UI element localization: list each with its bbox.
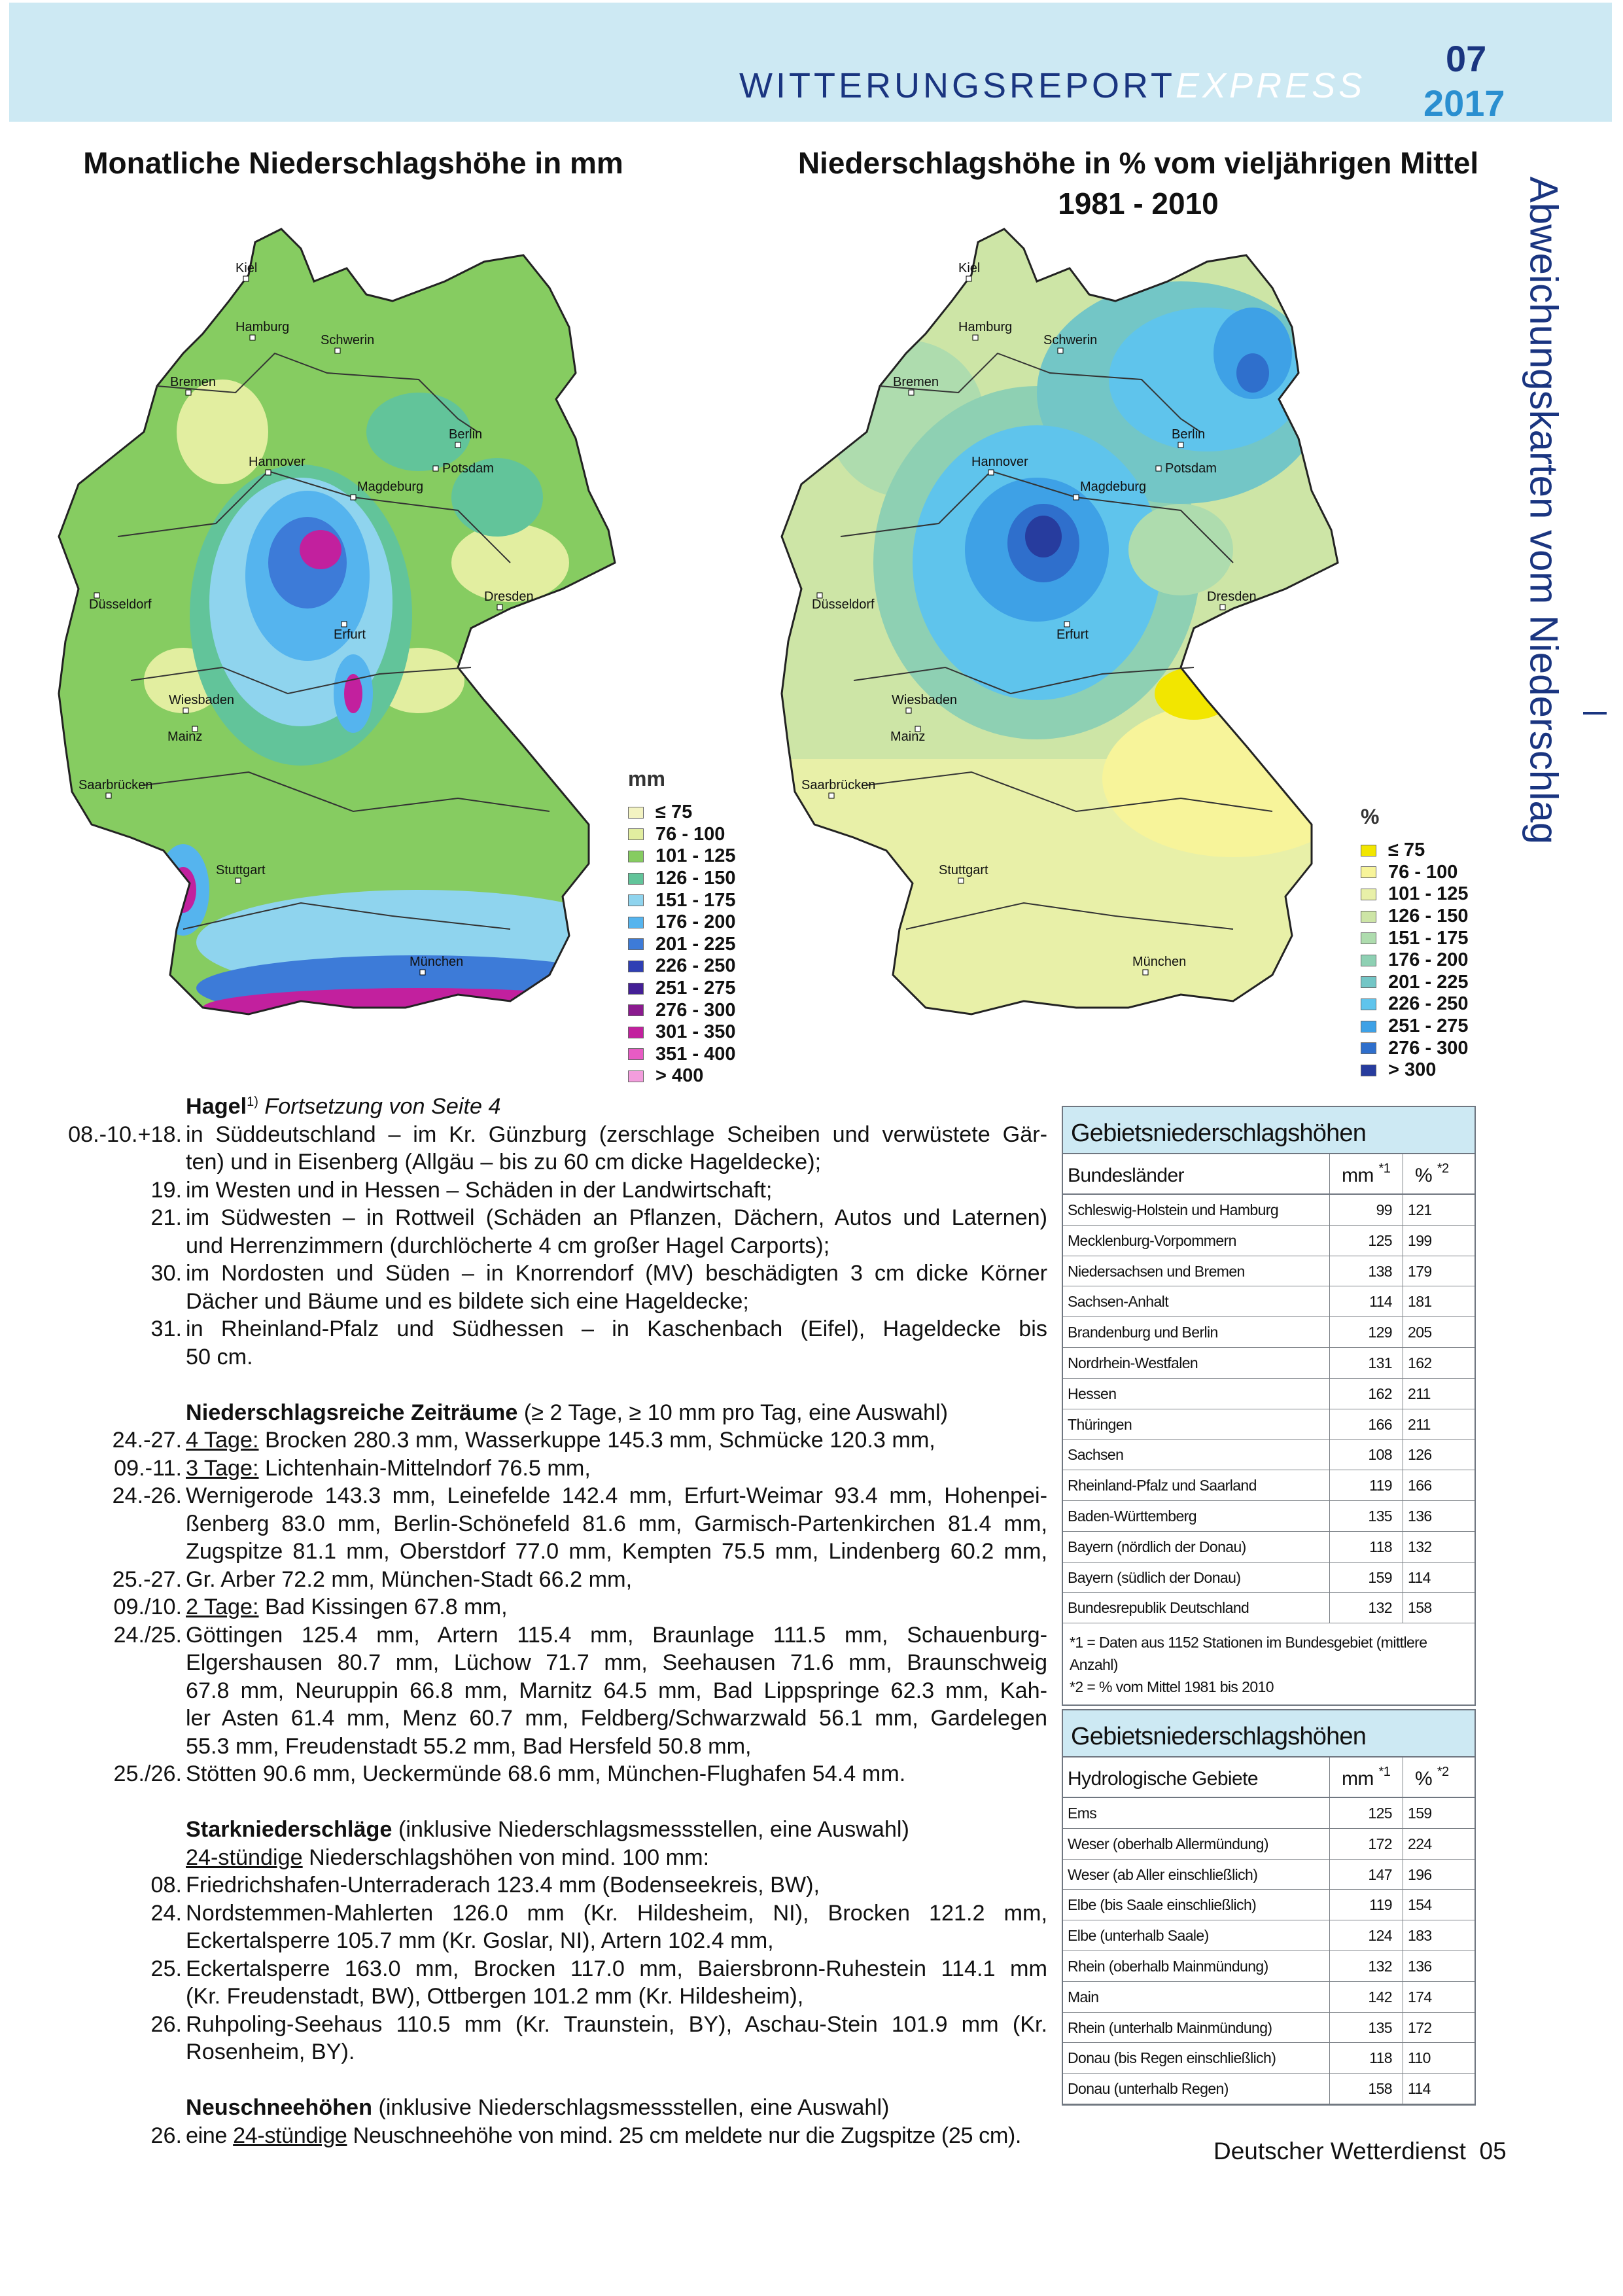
- table-row: [1063, 1563, 1475, 1593]
- text-line: Neuschneehöhen (inklusive Niederschlagsmessstellen, eine Auswahl): [186, 2095, 890, 2120]
- table-states-footnote: [1063, 1623, 1475, 1704]
- cell-area: Bundesrepublik Deutschland: [1063, 1593, 1330, 1623]
- text-line: 21. im Südwesten – in Rottweil (Schäden an Pflanzen, Dächern, Autos und Laternen): [56, 1204, 1047, 1232]
- table-row: [1063, 1593, 1475, 1623]
- section-hagel-title: Hagel: [186, 1094, 247, 1119]
- cell-mm: 158: [1330, 2074, 1403, 2104]
- cell-mm: 125: [1330, 1798, 1403, 1828]
- text-line: Hagel$^{1)}$ Fortsetzung von Seite 4: [186, 1094, 501, 1119]
- left-legend-row: [628, 868, 736, 890]
- cell-area: Brandenburg und Berlin: [1063, 1317, 1330, 1347]
- svg-text:Düsseldorf: Düsseldorf: [89, 597, 152, 612]
- cell-mm: 108: [1330, 1439, 1403, 1470]
- map-right-title-line1: Niederschlagshöhe in % vom vieljährigen Mittel: [797, 146, 1479, 180]
- text-line: 50 cm.: [186, 1344, 253, 1369]
- cell-mm: 132: [1330, 1593, 1403, 1623]
- cell-percent: 179: [1408, 1262, 1432, 1280]
- entry-date: 08.: [150, 1873, 182, 1898]
- cell-percent: 174: [1408, 1988, 1432, 2005]
- entry-date: 25.: [150, 1956, 182, 1981]
- text-line: Niederschlagsreiche Zeiträume (≥ 2 Tage, ≥ 10 mm pro Tag, eine Auswahl): [186, 1400, 949, 1425]
- legend-mm: [628, 767, 736, 1087]
- table-row: [1063, 1226, 1475, 1256]
- right-legend-row: [1361, 1037, 1469, 1059]
- cell-mm: 138: [1330, 1256, 1403, 1286]
- cell-percent: 154: [1408, 1896, 1432, 1914]
- cell-area: Niedersachsen und Bremen: [1063, 1256, 1330, 1286]
- map-precipitation-mm: [52, 222, 680, 1086]
- right-legend-row: [1361, 972, 1469, 994]
- legend-label: 101 - 125: [655, 845, 736, 867]
- legend-swatch: [628, 961, 644, 972]
- legend-swatch: [1361, 998, 1376, 1010]
- text-line: (Kr. Freudenstadt, BW), Ottbergen 101.2 mm (Kr. Hildesheim),: [186, 1984, 804, 2009]
- legend-label: 276 - 300: [655, 999, 736, 1021]
- cell-area: Rhein (unterhalb Mainmündung): [1063, 2013, 1330, 2043]
- legend-swatch: [628, 1004, 644, 1016]
- cell-percent: 121: [1408, 1201, 1432, 1218]
- cell-percent: 196: [1408, 1865, 1432, 1883]
- cell-mm: 114: [1330, 1286, 1403, 1316]
- table-states: [1062, 1106, 1476, 1706]
- cell-area: Sachsen-Anhalt: [1063, 1286, 1330, 1316]
- footer-publisher: Deutscher Wetterdienst: [1213, 2138, 1466, 2164]
- table-states-title: Gebietsniederschlagshöhen: [1063, 1107, 1475, 1154]
- footnote-2: *2 = % vom Mittel 1981 bis 2010: [1070, 1678, 1274, 1696]
- cell-percent: 110: [1408, 2049, 1431, 2067]
- cell-area: Weser (oberhalb Allermündung): [1063, 1829, 1330, 1859]
- text-line: 31. in Rheinland-Pfalz und Südhessen – in Kaschenbach (Eifel), Hageldecke bis: [56, 1315, 1047, 1343]
- legend-label: > 300: [1388, 1059, 1437, 1081]
- legend-label: 176 - 200: [1388, 949, 1469, 971]
- legend-swatch: [628, 894, 644, 906]
- text-line: 24-stündige Niederschlagshöhen von mind. 100 mm:: [186, 1845, 710, 1870]
- table-hydro: [1062, 1709, 1476, 2106]
- cell-mm: 135: [1330, 1501, 1403, 1531]
- cell-mm: 166: [1330, 1409, 1403, 1439]
- table-row: [1063, 1982, 1475, 2013]
- svg-text:Magdeburg: Magdeburg: [1080, 480, 1147, 494]
- legend-label: 301 - 350: [655, 1021, 736, 1043]
- text-line: 26. Ruhpoling-Seehaus 110.5 mm (Kr. Traunstein, BY), Aschau-Stein 101.9 mm (Kr.: [56, 2011, 1047, 2039]
- legend-percent: [1361, 805, 1469, 1082]
- cell-area: Donau (bis Regen einschließlich): [1063, 2043, 1330, 2073]
- legend-swatch: [1361, 976, 1376, 988]
- cell-percent: 166: [1408, 1477, 1432, 1494]
- text-column: [56, 1093, 1047, 2149]
- cell-mm: 124: [1330, 1920, 1403, 1951]
- legend-swatch: [1361, 932, 1376, 944]
- right-legend-row: [1361, 839, 1469, 862]
- entry-date: 24.-26.: [112, 1483, 182, 1508]
- entry-date: 21.: [150, 1205, 182, 1230]
- svg-text:Schwerin: Schwerin: [321, 333, 375, 347]
- report-title: [739, 65, 1365, 106]
- col-mm-header: mm $^{*1}$: [1330, 1154, 1403, 1193]
- cell-percent: 211: [1408, 1415, 1431, 1433]
- text-line: 30. im Nordosten und Süden – in Knorrendorf (MV) beschädigten 3 cm dicke Körner: [56, 1260, 1047, 1288]
- map-left-title: Monatliche Niederschlagshöhe in mm: [83, 146, 623, 180]
- cell-mm: 118: [1330, 1532, 1403, 1562]
- svg-text:Berlin: Berlin: [1172, 427, 1206, 442]
- text-line: 25./26. Stötten 90.6 mm, Ueckermünde 68.6 mm, München-Flughafen 54.4 mm.: [56, 1760, 1047, 1788]
- cell-area: Bayern (südlich der Donau): [1063, 1563, 1330, 1593]
- svg-text:Erfurt: Erfurt: [334, 627, 366, 642]
- cell-percent: 183: [1408, 1927, 1432, 1945]
- legend-label: 76 - 100: [655, 823, 725, 845]
- right-legend-row: [1361, 883, 1469, 906]
- legend-swatch: [628, 828, 644, 840]
- cell-percent: 172: [1408, 2019, 1432, 2036]
- left-legend-row: [628, 911, 736, 934]
- cell-area: Elbe (bis Saale einschließlich): [1063, 1890, 1330, 1920]
- left-legend-row: [628, 824, 736, 846]
- cell-percent: 132: [1408, 1538, 1432, 1555]
- legend-swatch: [628, 807, 644, 819]
- left-legend-row: [628, 889, 736, 911]
- legend-label: 126 - 150: [1388, 906, 1469, 927]
- text-line: ßenberg 83.0 mm, Berlin-Schönefeld 81.6 mm, Garmisch-Partenkirchen 81.4 mm,: [186, 1511, 1047, 1536]
- cell-percent: 211: [1408, 1385, 1431, 1402]
- text-line: ler Asten 61.4 mm, Menz 60.7 mm, Feldberg/Schwarzwald 56.1 mm, Gardelegen: [186, 1706, 1047, 1731]
- col-mm-header: mm $^{*1}$: [1330, 1757, 1403, 1797]
- cell-area: Elbe (unterhalb Saale): [1063, 1920, 1330, 1951]
- footnote-1: *1 = Daten aus 1152 Stationen im Bundesgebiet (mittlere Anzahl): [1070, 1634, 1427, 1674]
- legend-percent-unit: %: [1361, 805, 1380, 828]
- right-legend-row: [1361, 927, 1469, 949]
- cell-percent: 162: [1408, 1354, 1432, 1371]
- table-row: [1063, 1532, 1475, 1563]
- report-title-express: EXPRESS: [1176, 66, 1366, 105]
- text-line: 24. Nordstemmen-Mahlerten 126.0 mm (Kr. Hildesheim, NI), Brocken 121.2 mm,: [56, 1899, 1047, 1928]
- issue-month: 07: [1446, 38, 1487, 79]
- left-legend-row: [628, 1065, 736, 1087]
- entry-date: 19.: [150, 1177, 182, 1203]
- entry-date: 24.: [150, 1900, 182, 1926]
- entry-date: 26.: [150, 2011, 182, 2037]
- cell-area: Weser (ab Aller einschließlich): [1063, 1860, 1330, 1890]
- text-line: 24.-26. Wernigerode 143.3 mm, Leinefelde 142.4 mm, Erfurt-Weimar 93.4 mm, Hohenpei-: [56, 1482, 1047, 1510]
- entry-date: 09./10.: [113, 1595, 182, 1619]
- table-row: [1063, 1798, 1475, 1829]
- legend-swatch: [628, 1048, 644, 1060]
- entry-date: 24./25.: [113, 1622, 182, 1648]
- cell-percent: 158: [1408, 1599, 1432, 1617]
- cell-percent: 224: [1408, 1835, 1432, 1852]
- svg-text:Kiel: Kiel: [236, 261, 258, 275]
- table-hydro-title: Gebietsniederschlagshöhen: [1063, 1710, 1475, 1757]
- left-legend-row: [628, 802, 736, 824]
- table-row: [1063, 2043, 1475, 2074]
- col-name-header: Hydrologische Gebiete: [1063, 1757, 1330, 1797]
- legend-swatch: [628, 1070, 644, 1082]
- table-row: [1063, 2074, 1475, 2104]
- cell-mm: 131: [1330, 1348, 1403, 1378]
- legend-swatch: [628, 983, 644, 995]
- cell-area: Sachsen: [1063, 1439, 1330, 1470]
- svg-text:Hannover: Hannover: [249, 455, 305, 469]
- cell-percent: 136: [1408, 1957, 1432, 1975]
- cell-area: Rhein (oberhalb Mainmündung): [1063, 1951, 1330, 1981]
- legend-label: 176 - 200: [655, 911, 736, 933]
- legend-label: > 400: [655, 1065, 704, 1087]
- svg-text:Saarbrücken: Saarbrücken: [79, 778, 153, 792]
- table-row: [1063, 1829, 1475, 1860]
- table-row: [1063, 1317, 1475, 1348]
- issue-year: 2017: [1423, 82, 1505, 124]
- cell-area: Mecklenburg-Vorpommern: [1063, 1226, 1330, 1256]
- side-title-text: Abweichungskarten vom Niederschlag: [1522, 176, 1566, 845]
- cell-mm: 132: [1330, 1951, 1403, 1981]
- svg-text:Dresden: Dresden: [484, 590, 534, 604]
- svg-text:Potsdam: Potsdam: [442, 461, 494, 476]
- legend-label: 151 - 175: [655, 889, 736, 911]
- cell-mm: 119: [1330, 1470, 1403, 1500]
- right-legend-row: [1361, 949, 1469, 972]
- right-legend-row: [1361, 1016, 1469, 1038]
- cell-area: Hessen: [1063, 1379, 1330, 1409]
- legend-label: 226 - 250: [1388, 993, 1469, 1015]
- table-row: [1063, 1195, 1475, 1226]
- text-line: Elgershausen 80.7 mm, Lüchow 71.7 mm, Seehausen 71.6 mm, Braunschweig: [186, 1650, 1047, 1675]
- page-footer: [1213, 2138, 1507, 2165]
- entry-date: 26.: [150, 2123, 182, 2148]
- left-legend-row: [628, 999, 736, 1021]
- cell-area: Baden-Württemberg: [1063, 1501, 1330, 1531]
- table-row: [1063, 1348, 1475, 1379]
- right-legend-row: [1361, 906, 1469, 928]
- entry-date: 25./26.: [113, 1761, 182, 1786]
- right-legend-row: [1361, 993, 1469, 1016]
- legend-label: 276 - 300: [1388, 1037, 1469, 1059]
- table-states-header: [1063, 1154, 1475, 1195]
- cell-area: Main: [1063, 1982, 1330, 2012]
- svg-text:Stuttgart: Stuttgart: [939, 863, 988, 877]
- cell-area: Donau (unterhalb Regen): [1063, 2074, 1330, 2104]
- legend-swatch: [1361, 1021, 1376, 1033]
- svg-text:Mainz: Mainz: [890, 730, 926, 744]
- cell-percent: 205: [1408, 1324, 1432, 1341]
- svg-text:Magdeburg: Magdeburg: [357, 480, 424, 494]
- report-title-main: WITTERUNGSREPORT: [739, 66, 1176, 105]
- text-line: 19. im Westen und in Hessen – Schäden in der Landwirtschaft;: [56, 1176, 1047, 1205]
- legend-swatch: [1361, 845, 1376, 857]
- table-row: [1063, 1439, 1475, 1470]
- text-line: 25. Eckertalsperre 163.0 mm, Brocken 117.0 mm, Baiersbronn-Ruhestein 114.1 mm: [56, 1955, 1047, 1983]
- legend-label: ≤ 75: [1388, 839, 1425, 861]
- legend-label: 226 - 250: [655, 955, 736, 977]
- svg-text:Mainz: Mainz: [167, 730, 203, 744]
- legend-swatch: [628, 938, 644, 950]
- left-legend-row: [628, 1021, 736, 1044]
- svg-text:Hamburg: Hamburg: [236, 320, 290, 334]
- legend-label: 251 - 275: [655, 978, 736, 999]
- text-line: 25.-27. Gr. Arber 72.2 mm, München-Stadt 66.2 mm,: [56, 1566, 1047, 1594]
- legend-swatch: [628, 851, 644, 862]
- cell-area: Thüringen: [1063, 1409, 1330, 1439]
- legend-label: 201 - 225: [1388, 971, 1469, 993]
- legend-swatch: [628, 873, 644, 885]
- cell-mm: 118: [1330, 2043, 1403, 2073]
- side-accent-line: [1583, 712, 1607, 715]
- col-pct-header: % $^{*2}$: [1415, 1161, 1449, 1186]
- cell-percent: 136: [1408, 1507, 1432, 1525]
- cell-mm: 147: [1330, 1860, 1403, 1890]
- right-legend-row: [1361, 862, 1469, 884]
- legend-swatch: [1361, 1042, 1376, 1054]
- text-line: 24.-27. 4 Tage: Brocken 280.3 mm, Wasserkuppe 145.3 mm, Schmücke 120.3 mm,: [56, 1426, 1047, 1455]
- col-pct-header: % $^{*2}$: [1415, 1765, 1449, 1790]
- legend-swatch: [1361, 1065, 1376, 1076]
- city-marker: [890, 726, 925, 744]
- right-legend-row: [1361, 1059, 1469, 1082]
- svg-text:Bremen: Bremen: [170, 375, 217, 389]
- table-row: [1063, 1286, 1475, 1317]
- cell-mm: 125: [1330, 1226, 1403, 1256]
- svg-text:Hannover: Hannover: [971, 455, 1028, 469]
- cell-mm: 159: [1330, 1563, 1403, 1593]
- text-line: Zugspitze 81.1 mm, Oberstdorf 77.0 mm, Kempten 75.5 mm, Lindenberg 60.2 mm,: [186, 1539, 1047, 1564]
- table-row: [1063, 1256, 1475, 1287]
- text-line: Starkniederschläge (inklusive Niederschlagsmessstellen, eine Auswahl): [186, 1817, 909, 1842]
- legend-swatch: [628, 917, 644, 928]
- svg-text:Berlin: Berlin: [449, 427, 483, 442]
- text-line: 09./10. 2 Tage: Bad Kissingen 67.8 mm,: [56, 1593, 1047, 1621]
- table-row: [1063, 1920, 1475, 1951]
- legend-swatch: [1361, 866, 1376, 878]
- map-right-title-line2: 1981 - 2010: [1058, 186, 1219, 221]
- entry-date: 08.-10.+18.: [68, 1122, 182, 1147]
- svg-text:Hamburg: Hamburg: [958, 320, 1013, 334]
- entry-date: 30.: [150, 1261, 182, 1286]
- cell-area: Rheinland-Pfalz und Saarland: [1063, 1470, 1330, 1500]
- cell-area: Ems: [1063, 1798, 1330, 1828]
- cell-percent: 126: [1408, 1446, 1432, 1464]
- section-neuschnee-title: Neuschneehöhen: [186, 2095, 372, 2120]
- left-legend-row: [628, 1044, 736, 1066]
- table-row: [1063, 2013, 1475, 2043]
- legend-label: 101 - 125: [1388, 883, 1469, 905]
- city-marker: [1156, 461, 1217, 476]
- cell-percent: 114: [1408, 1568, 1431, 1586]
- cell-mm: 99: [1330, 1195, 1403, 1225]
- text-line: 24./25. Göttingen 125.4 mm, Artern 115.4 mm, Braunlage 111.5 mm, Schauenburg-: [56, 1621, 1047, 1650]
- city-marker: [433, 461, 494, 476]
- table-row: [1063, 1860, 1475, 1890]
- table-hydro-header: [1063, 1757, 1475, 1798]
- table-row: [1063, 1951, 1475, 1982]
- legend-label: 351 - 400: [655, 1043, 736, 1065]
- side-title: [1508, 176, 1580, 845]
- svg-text:München: München: [410, 955, 464, 969]
- cell-percent: 199: [1408, 1231, 1432, 1249]
- text-line: 08.-10.+18. in Süddeutschland – im Kr. Günzburg (zerschlage Scheiben und verwüstete Gär-: [56, 1121, 1047, 1149]
- cell-area: Bayern (nördlich der Donau): [1063, 1532, 1330, 1562]
- cell-mm: 172: [1330, 1829, 1403, 1859]
- svg-text:Stuttgart: Stuttgart: [216, 863, 266, 877]
- section-stark-title: Starkniederschläge: [186, 1817, 393, 1842]
- cell-mm: 135: [1330, 2013, 1403, 2043]
- text-line: ten) und in Eisenberg (Allgäu – bis zu 60 cm dicke Hageldecke);: [186, 1150, 822, 1174]
- legend-label: ≤ 75: [655, 802, 693, 823]
- page-number: 05: [1479, 2138, 1507, 2164]
- cell-percent: 181: [1408, 1293, 1432, 1311]
- legend-swatch: [1361, 955, 1376, 966]
- text-line: Dächer und Bäume und es bildete sich eine Hageldecke;: [186, 1288, 749, 1314]
- text-line: 55.3 mm, Freudenstadt 55.2 mm, Bad Hersfeld 50.8 mm,: [186, 1733, 752, 1759]
- legend-label: 151 - 175: [1388, 927, 1469, 949]
- table-row: [1063, 1470, 1475, 1501]
- cell-area: Schleswig-Holstein und Hamburg: [1063, 1195, 1330, 1225]
- section-zeitraeume-title: Niederschlagsreiche Zeiträume: [186, 1400, 518, 1425]
- svg-text:Kiel: Kiel: [958, 261, 981, 275]
- legend-swatch: [1361, 911, 1376, 923]
- left-legend-row: [628, 934, 736, 956]
- svg-text:München: München: [1132, 955, 1187, 969]
- map-precipitation-percent: [775, 222, 1403, 1086]
- cell-mm: 142: [1330, 1982, 1403, 2012]
- entry-date: 25.-27.: [112, 1566, 182, 1592]
- svg-text:Erfurt: Erfurt: [1056, 627, 1089, 642]
- svg-text:Schwerin: Schwerin: [1043, 333, 1098, 347]
- svg-text:Dresden: Dresden: [1207, 590, 1257, 604]
- col-name-header: Bundesländer: [1063, 1154, 1330, 1193]
- entry-date: 24.-27.: [112, 1428, 182, 1453]
- cell-mm: 162: [1330, 1379, 1403, 1409]
- map-right-title: [765, 143, 1511, 224]
- legend-label: 126 - 150: [655, 868, 736, 889]
- left-legend-row: [628, 955, 736, 978]
- legend-swatch: [1361, 889, 1376, 900]
- cell-mm: 129: [1330, 1317, 1403, 1347]
- table-row: [1063, 1379, 1475, 1409]
- svg-text:Düsseldorf: Düsseldorf: [812, 597, 875, 612]
- cell-percent: 114: [1408, 2080, 1431, 2098]
- legend-mm-unit: mm: [628, 767, 665, 790]
- svg-text:Potsdam: Potsdam: [1165, 461, 1217, 476]
- cell-percent: 159: [1408, 1805, 1432, 1822]
- cell-area: Nordrhein-Westfalen: [1063, 1348, 1330, 1378]
- svg-text:Saarbrücken: Saarbrücken: [801, 778, 876, 792]
- text-line: 09.-11. 3 Tage: Lichtenhain-Mittelndorf 76.5 mm,: [56, 1455, 1047, 1483]
- svg-text:Wiesbaden: Wiesbaden: [169, 693, 235, 707]
- svg-text:Bremen: Bremen: [893, 375, 939, 389]
- left-legend-row: [628, 845, 736, 868]
- table-row: [1063, 1501, 1475, 1532]
- entry-date: 09.-11.: [114, 1455, 182, 1481]
- legend-label: 76 - 100: [1388, 861, 1458, 883]
- table-row: [1063, 1409, 1475, 1440]
- city-marker: [167, 726, 202, 744]
- svg-text:Wiesbaden: Wiesbaden: [892, 693, 958, 707]
- entry-date: 31.: [150, 1316, 182, 1341]
- cell-mm: 119: [1330, 1890, 1403, 1920]
- legend-swatch: [628, 1027, 644, 1038]
- text-line: Rosenheim, BY).: [186, 2040, 355, 2064]
- legend-label: 201 - 225: [655, 933, 736, 955]
- text-line: 26. eine 24-stündige Neuschneehöhe von mind. 25 cm meldete nur die Zugspitze (25 cm).: [56, 2122, 1047, 2150]
- table-row: [1063, 1890, 1475, 1920]
- text-line: und Herrenzimmern (durchlöcherte 4 cm großer Hagel Carports);: [186, 1233, 830, 1258]
- text-line: 67.8 mm, Neuruppin 66.8 mm, Marnitz 64.5 mm, Bad Lippspringe 62.3 mm, Kah-: [186, 1678, 1047, 1703]
- legend-label: 251 - 275: [1388, 1016, 1469, 1037]
- left-legend-row: [628, 978, 736, 1000]
- text-line: Eckertalsperre 105.7 mm (Kr. Goslar, NI), Artern 102.4 mm,: [186, 1928, 774, 1953]
- text-line: 08. Friedrichshafen-Unterraderach 123.4 mm (Bodenseekreis, BW),: [56, 1871, 1047, 1899]
